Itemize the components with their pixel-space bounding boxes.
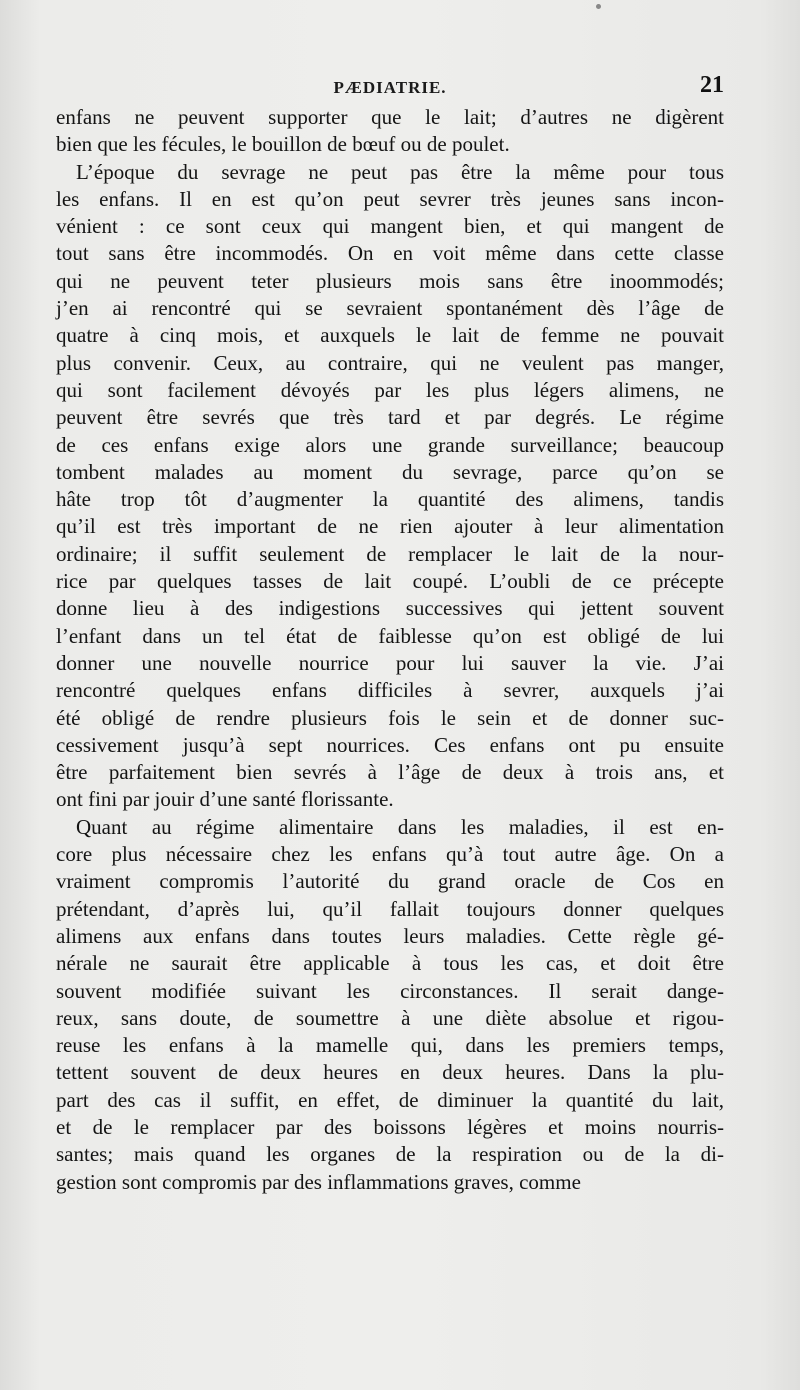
text-line: part des cas il suffit, en effet, de diminuer la quantité du lait, <box>56 1087 724 1112</box>
text-line: hâte trop tôt d’augmenter la quantité des alimens, tandis <box>56 487 724 512</box>
text-line: santes; mais quand les organes de la respiration ou de la di- <box>56 1142 724 1167</box>
text-line: enfans ne peuvent supporter que le lait; d’autres ne digèrent <box>56 105 724 129</box>
text-line: rice par quelques tasses de lait coupé. L’oubli de ce précepte <box>56 569 724 594</box>
text-line: L’époque du sevrage ne peut pas être la même pour tous <box>76 159 724 184</box>
print-speck <box>596 4 601 9</box>
body-text <box>56 104 724 1196</box>
text-line: de ces enfans exige alors une grande surveillance; beaucoup <box>56 432 724 457</box>
text-line: qui ne peuvent teter plusieurs mois sans être inoommodés; <box>56 268 724 293</box>
text-line: reux, sans doute, de soumettre à une diète absolue et rigou- <box>56 1005 724 1030</box>
text-line: Quant au régime alimentaire dans les maladies, il est en- <box>76 814 724 839</box>
text-line: vénient : ce sont ceux qui mangent bien, et qui mangent de <box>56 214 724 239</box>
paragraph <box>56 104 724 159</box>
text-line: prétendant, d’après lui, qu’il fallait toujours donner quelques <box>56 896 724 921</box>
text-line: peuvent être sevrés que très tard et par degrés. Le régime <box>56 405 724 430</box>
paragraph <box>56 159 724 814</box>
text-line: core plus nécessaire chez les enfans qu’à tout autre âge. On a <box>56 842 724 867</box>
text-line: être parfaitement bien sevrés à l’âge de deux à trois ans, et <box>56 760 724 785</box>
text-line: reuse les enfans à la mamelle qui, dans les premiers temps, <box>56 1033 724 1058</box>
text-line: qui sont facilement dévoyés par les plus légers alimens, ne <box>56 377 724 402</box>
text-line: qu’il est très important de ne rien ajouter à leur alimentation <box>56 514 724 539</box>
text-line: quatre à cinq mois, et auxquels le lait de femme ne pouvait <box>56 323 724 348</box>
paragraph <box>56 814 724 1196</box>
page-number: 21 <box>700 72 724 98</box>
page-header <box>56 72 724 102</box>
text-line: donne lieu à des indigestions successives qui jettent souvent <box>56 596 724 621</box>
text-line: nérale ne saurait être applicable à tous les cas, et doit être <box>56 951 724 976</box>
text-line: plus convenir. Ceux, au contraire, qui ne veulent pas manger, <box>56 350 724 375</box>
text-line: ordinaire; il suffit seulement de remplacer le lait de la nour- <box>56 541 724 566</box>
text-line: été obligé de rendre plusieurs fois le sein et de donner suc- <box>56 705 724 730</box>
text-line: tombent malades au moment du sevrage, parce qu’on se <box>56 459 724 484</box>
text-line: tout sans être incommodés. On en voit même dans cette classe <box>56 241 724 266</box>
text-line: donner une nouvelle nourrice pour lui sauver la vie. J’ai <box>56 650 724 675</box>
text-line: cessivement jusqu’à sept nourrices. Ces enfans ont pu ensuite <box>56 732 724 757</box>
text-line: l’enfant dans un tel état de faiblesse qu’on est obligé de lui <box>56 623 724 648</box>
running-title: PÆDIATRIE. <box>333 78 447 97</box>
text-line: les enfans. Il en est qu’on peut sevrer très jeunes sans incon- <box>56 186 724 211</box>
text-line: alimens aux enfans dans toutes leurs maladies. Cette règle gé- <box>56 923 724 948</box>
text-line: tettent souvent de deux heures en deux heures. Dans la plu- <box>56 1060 724 1085</box>
text-line: ont fini par jouir d’une santé florissante. <box>56 787 394 812</box>
text-line: gestion sont compromis par des inflammations graves, comme <box>56 1169 581 1194</box>
text-line: souvent modifiée suivant les circonstances. Il serait dange- <box>56 978 724 1003</box>
text-line: rencontré quelques enfans difficiles à sevrer, auxquels j’ai <box>56 678 724 703</box>
text-line: bien que les fécules, le bouillon de bœuf ou de poulet. <box>56 132 510 157</box>
text-line: vraiment compromis l’autorité du grand oracle de Cos en <box>56 869 724 894</box>
text-line: j’en ai rencontré qui se sevraient spontanément dès l’âge de <box>56 296 724 321</box>
text-line: et de le remplacer par des boissons légères et moins nourris- <box>56 1114 724 1139</box>
